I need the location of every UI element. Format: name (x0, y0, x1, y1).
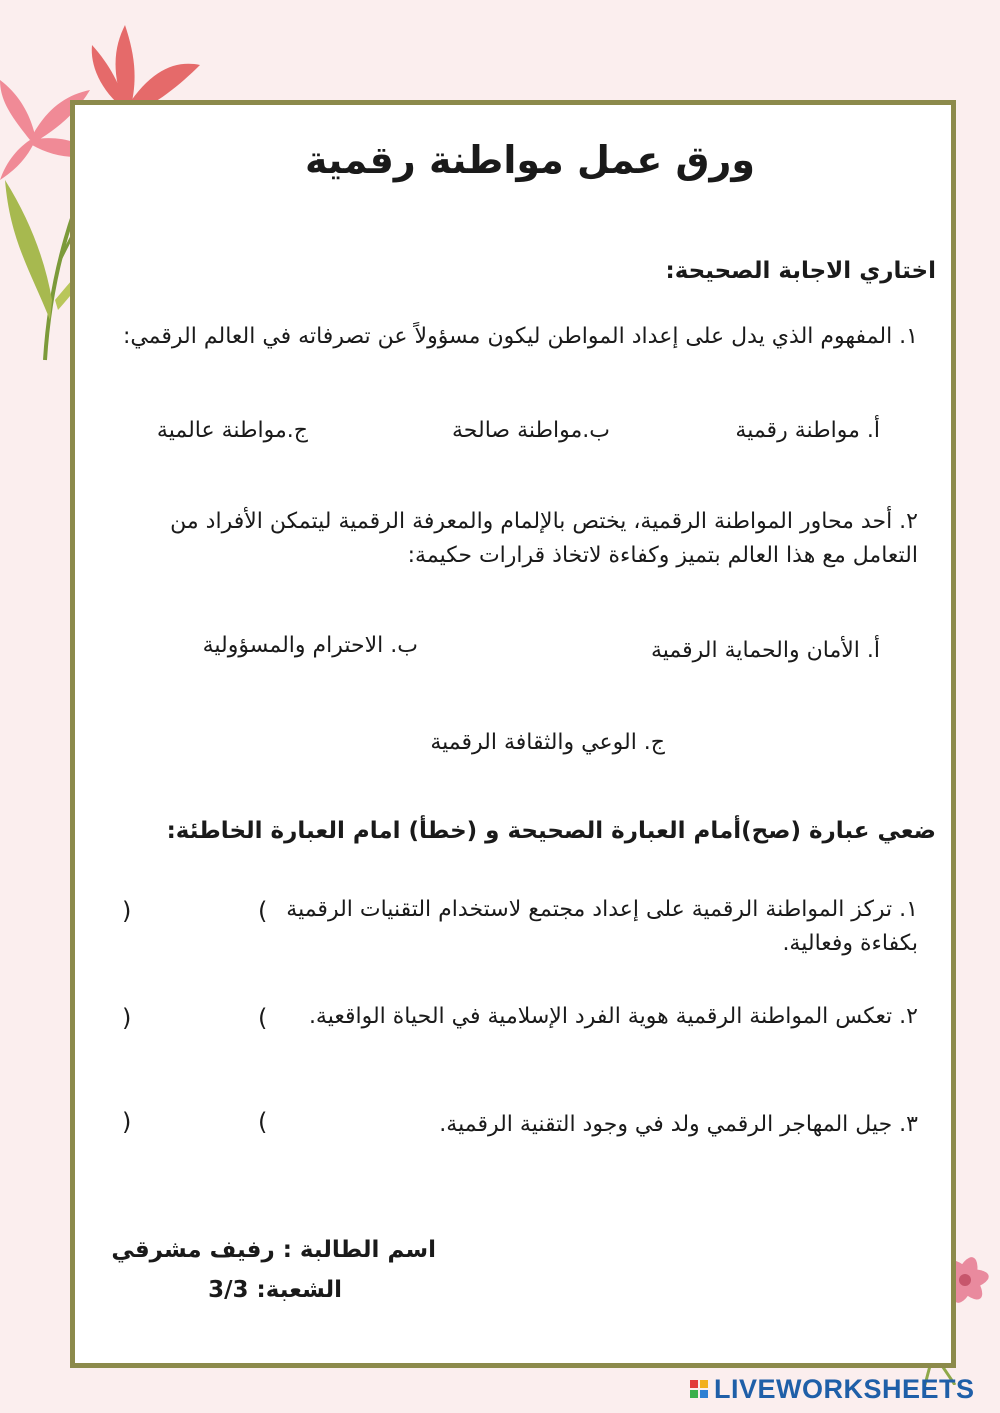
answer-box-2-close-paren: ) (122, 1004, 132, 1032)
liveworksheets-watermark (690, 1372, 990, 1406)
question-1-text: ١. المفهوم الذي يدل على إعداد المواطن ليكون مسؤولاً عن تصرفاته في العالم الرقمي: (122, 324, 918, 349)
question-2-text: ٢. أحد محاور المواطنة الرقمية، يختص بالإلمام والمعرفة الرقمية ليتمكن الأفراد من التعامل مع هذا العالم بتميز وكفاءة لاتخاذ قرارات حكيمة: (170, 509, 918, 568)
answer-box-2-open-paren: ( (258, 1004, 268, 1032)
answer-box-2[interactable] (140, 1004, 255, 1040)
watermark-text: LIVEWORKSHEETS (714, 1373, 975, 1404)
answer-box-3-open-paren: ( (258, 1108, 268, 1136)
statement-3-text: ٣. جيل المهاجر الرقمي ولد في وجود التقنية الرقمية. (439, 1112, 918, 1137)
statement-1-text: ١. تركز المواطنة الرقمية على إعداد مجتمع لاستخدام التقنيات الرقمية بكفاءة وفعالية. (286, 897, 918, 956)
section-true-false-heading: ضعي عبارة (صح)أمام العبارة الصحيحة و (خطأ) امام العبارة الخاطئة: (166, 818, 936, 844)
statement-2-text: ٢. تعكس المواطنة الرقمية هوية الفرد الإسلامية في الحياة الواقعية. (308, 1004, 918, 1029)
worksheet-title: ورق عمل مواطنة رقمية (304, 138, 756, 182)
answer-box-1[interactable] (140, 897, 255, 933)
q1-option-b[interactable]: ب.مواطنة صالحة (452, 418, 610, 443)
answer-box-3-close-paren: ) (122, 1108, 132, 1136)
answer-box-1-close-paren: ) (122, 897, 132, 925)
answer-box-1-open-paren: ( (258, 897, 268, 925)
student-name: اسم الطالبة : رفيف مشرقي (111, 1237, 436, 1263)
student-section: الشعبة: 3/3 (208, 1277, 342, 1303)
liveworksheets-logo-icon (690, 1380, 708, 1398)
q1-option-c[interactable]: ج.مواطنة عالمية (156, 418, 308, 443)
q1-option-a[interactable]: أ. مواطنة رقمية (735, 418, 880, 443)
q2-option-c[interactable]: ج. الوعي والثقافة الرقمية (430, 730, 665, 755)
q2-option-b[interactable]: ب. الاحترام والمسؤولية (202, 633, 418, 658)
q2-option-a[interactable]: أ. الأمان والحماية الرقمية (651, 638, 880, 663)
section-multiple-choice-heading: اختاري الاجابة الصحيحة: (665, 258, 936, 284)
answer-box-3[interactable] (140, 1108, 255, 1144)
